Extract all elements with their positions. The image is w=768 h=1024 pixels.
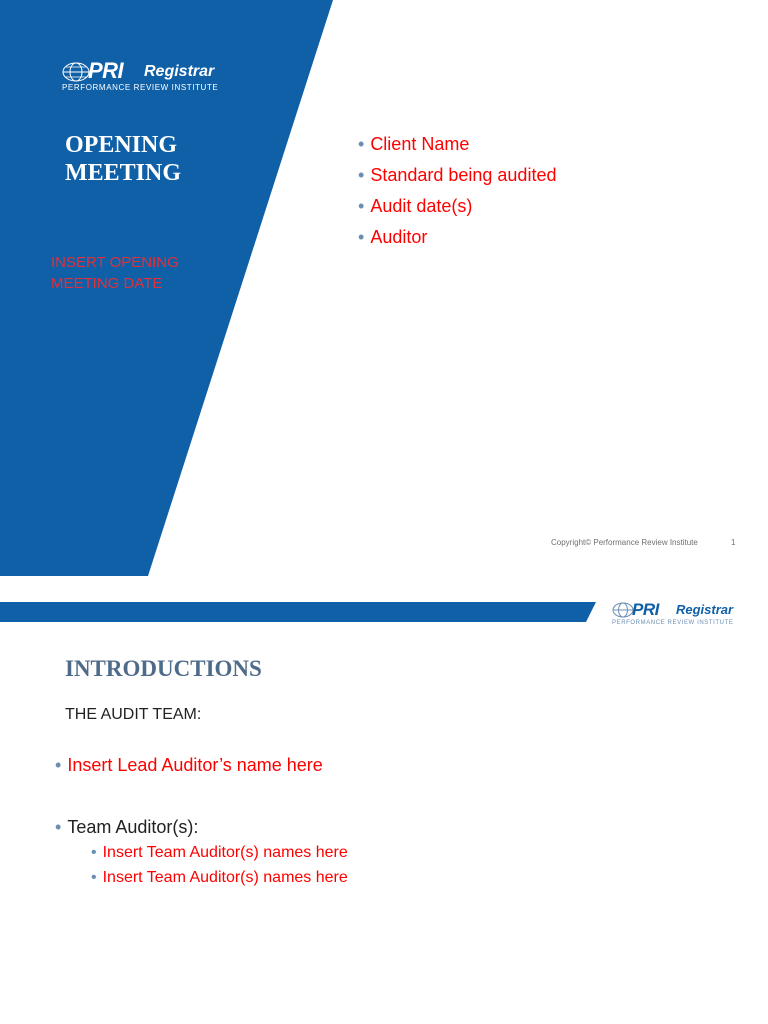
bullet-dot-icon: • xyxy=(358,165,365,185)
slide-gap xyxy=(0,576,768,592)
bullet-dot-icon: • xyxy=(358,134,365,154)
standard-placeholder: Standard being audited xyxy=(370,165,557,185)
team-auditors-label: Team Auditor(s): xyxy=(67,817,199,837)
bullet-dot-icon: • xyxy=(358,196,365,216)
bullet-dot-icon: • xyxy=(55,755,62,775)
date-placeholder-line-1: INSERT OPENING xyxy=(51,254,179,271)
pri-registrar-logo xyxy=(612,600,762,630)
team-member-placeholder: Insert Team Auditor(s) names here xyxy=(102,869,348,886)
list-item xyxy=(358,164,556,195)
copyright-footer: Copyright© Performance Review Institute xyxy=(551,538,698,547)
bullet-dot-icon: • xyxy=(55,817,62,837)
team-member-bullet xyxy=(91,869,348,887)
logo-product: Registrar xyxy=(676,602,734,617)
audit-dates-placeholder: Audit date(s) xyxy=(370,196,473,216)
team-member-placeholder: Insert Team Auditor(s) names here xyxy=(102,844,348,861)
list-item xyxy=(358,226,556,257)
lead-auditor-bullet xyxy=(55,755,323,776)
client-name-placeholder: Client Name xyxy=(370,134,470,154)
logo-brand: PRI xyxy=(88,58,124,83)
slide-title xyxy=(65,131,285,187)
logo-tagline: PERFORMANCE REVIEW INSTITUTE xyxy=(62,83,219,92)
agenda-bullet-list xyxy=(358,133,556,257)
title-line-2: MEETING xyxy=(65,160,182,186)
title-line-1: OPENING xyxy=(65,132,178,158)
logo-product: Registrar xyxy=(144,63,215,80)
date-placeholder-line-2: MEETING DATE xyxy=(51,275,163,292)
logo-tagline: PERFORMANCE REVIEW INSTITUTE xyxy=(612,620,734,626)
bullet-dot-icon: • xyxy=(91,869,97,886)
page-number: 1 xyxy=(731,538,736,547)
bullet-dot-icon: • xyxy=(358,227,365,247)
list-item xyxy=(358,133,556,164)
list-item xyxy=(358,195,556,226)
slide-introductions xyxy=(0,592,768,1024)
meeting-date-placeholder xyxy=(51,252,251,294)
team-member-bullet xyxy=(91,844,348,862)
audit-team-heading: THE AUDIT TEAM: xyxy=(65,706,202,723)
slide-title: INTRODUCTIONS xyxy=(65,656,262,681)
auditor-placeholder: Auditor xyxy=(370,227,428,247)
pri-registrar-logo xyxy=(62,58,262,98)
team-auditors-bullet xyxy=(55,817,198,838)
logo-brand: PRI xyxy=(632,600,659,619)
lead-auditor-placeholder: Insert Lead Auditor’s name here xyxy=(67,755,323,775)
bullet-dot-icon: • xyxy=(91,844,97,861)
